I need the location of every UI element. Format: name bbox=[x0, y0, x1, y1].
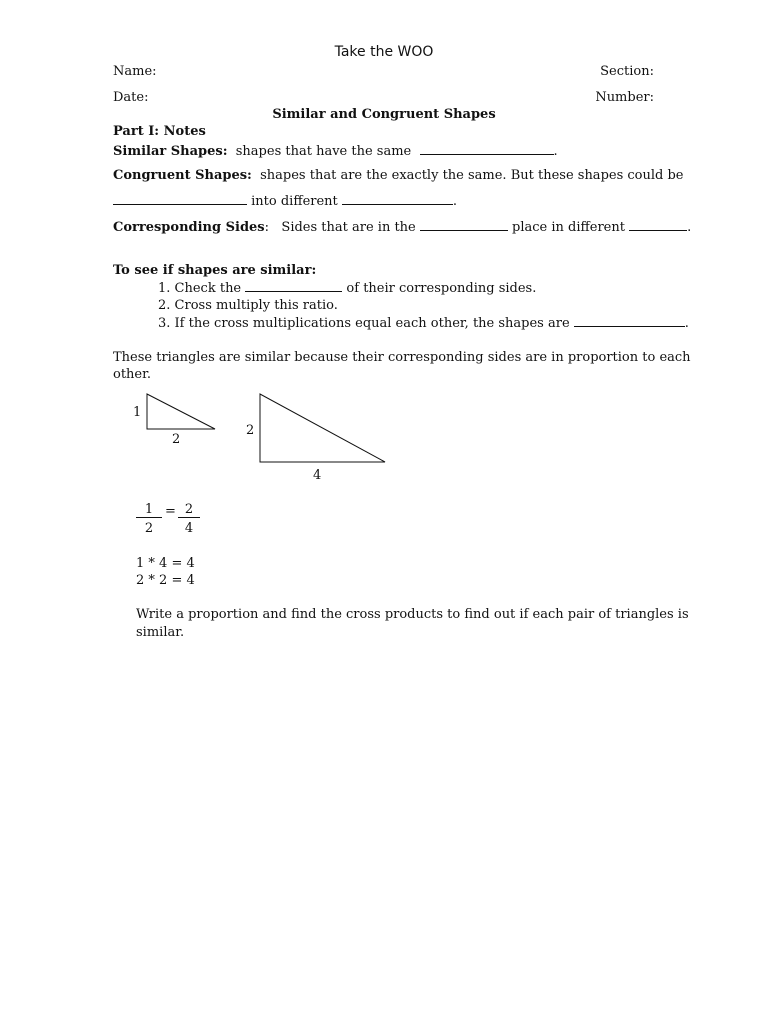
cross-product-2: 2 * 2 = 4 bbox=[136, 573, 195, 588]
proportion-equals: = bbox=[165, 504, 176, 519]
congruent-blank-1 bbox=[113, 192, 247, 205]
step-3-blank bbox=[574, 314, 685, 327]
step-1-pre: 1. Check the bbox=[158, 281, 242, 296]
step-1-post: of their corresponding sides. bbox=[346, 281, 537, 296]
corresponding-sides-line bbox=[113, 218, 691, 236]
large-triangle-base-label: 4 bbox=[313, 468, 322, 483]
corresponding-sides-term: Corresponding Sides bbox=[113, 220, 265, 235]
small-triangle-base-label: 2 bbox=[172, 432, 181, 447]
large-triangle bbox=[254, 390, 390, 466]
proportion-denominator-2: 4 bbox=[184, 521, 194, 536]
large-triangle-shape bbox=[260, 394, 385, 462]
small-triangle bbox=[140, 390, 220, 434]
congruent-shapes-line bbox=[113, 167, 684, 184]
cross-product-1: 1 * 4 = 4 bbox=[136, 556, 195, 571]
similar-blank bbox=[420, 142, 554, 155]
corresponding-def: Sides that are in the bbox=[281, 220, 416, 235]
small-triangle-shape bbox=[147, 394, 215, 429]
date-label: Date: bbox=[113, 90, 149, 105]
example-line-2: other. bbox=[113, 367, 152, 382]
instruction-line-1: Write a proportion and find the cross products to find out if each pair of triangles is bbox=[136, 607, 689, 622]
congruent-shapes-term: Congruent Shapes: bbox=[113, 168, 252, 183]
header-title: Take the WOO bbox=[334, 44, 434, 60]
section-label: Section: bbox=[600, 64, 654, 79]
proportion-numerator-2: 2 bbox=[178, 503, 200, 518]
step-3 bbox=[158, 314, 689, 332]
example-line-1: These triangles are similar because their corresponding sides are in proportion to each bbox=[113, 350, 691, 365]
small-triangle-height-label: 1 bbox=[133, 405, 142, 420]
congruent-shapes-def: shapes that are the exactly the same. But these shapes could be bbox=[260, 168, 684, 183]
part1-heading: Part I: Notes bbox=[113, 124, 206, 139]
similar-shapes-def: shapes that have the same bbox=[235, 144, 412, 159]
similar-end: . bbox=[553, 144, 558, 159]
corresponding-blank-2 bbox=[629, 218, 687, 231]
congruent-end: . bbox=[452, 194, 458, 209]
step-2: 2. Cross multiply this ratio. bbox=[158, 298, 338, 313]
name-label: Name: bbox=[113, 64, 157, 79]
step-3-end: . bbox=[684, 316, 689, 331]
large-triangle-height-label: 2 bbox=[246, 423, 255, 438]
congruent-shapes-line2 bbox=[113, 192, 457, 210]
corresponding-end: . bbox=[687, 220, 692, 235]
step-3-pre: 3. If the cross multiplications equal each other, the shapes are bbox=[158, 316, 570, 331]
instruction-line-2: similar. bbox=[136, 625, 185, 640]
corresponding-blank-1 bbox=[420, 218, 508, 231]
document-title: Similar and Congruent Shapes bbox=[272, 107, 496, 122]
corresponding-mid: place in different bbox=[512, 220, 625, 235]
step-1 bbox=[158, 279, 536, 297]
proportion-denominator-1: 2 bbox=[144, 521, 154, 536]
congruent-mid: into different bbox=[251, 194, 338, 209]
step-1-blank bbox=[245, 279, 342, 292]
corresponding-colon: : bbox=[264, 220, 270, 235]
proportion-numerator-1: 1 bbox=[136, 503, 162, 518]
similar-shapes-term: Similar Shapes: bbox=[113, 144, 228, 159]
steps-heading: To see if shapes are similar: bbox=[113, 263, 317, 278]
similar-shapes-line bbox=[113, 142, 558, 160]
congruent-blank-2 bbox=[342, 192, 453, 205]
number-label: Number: bbox=[595, 90, 654, 105]
